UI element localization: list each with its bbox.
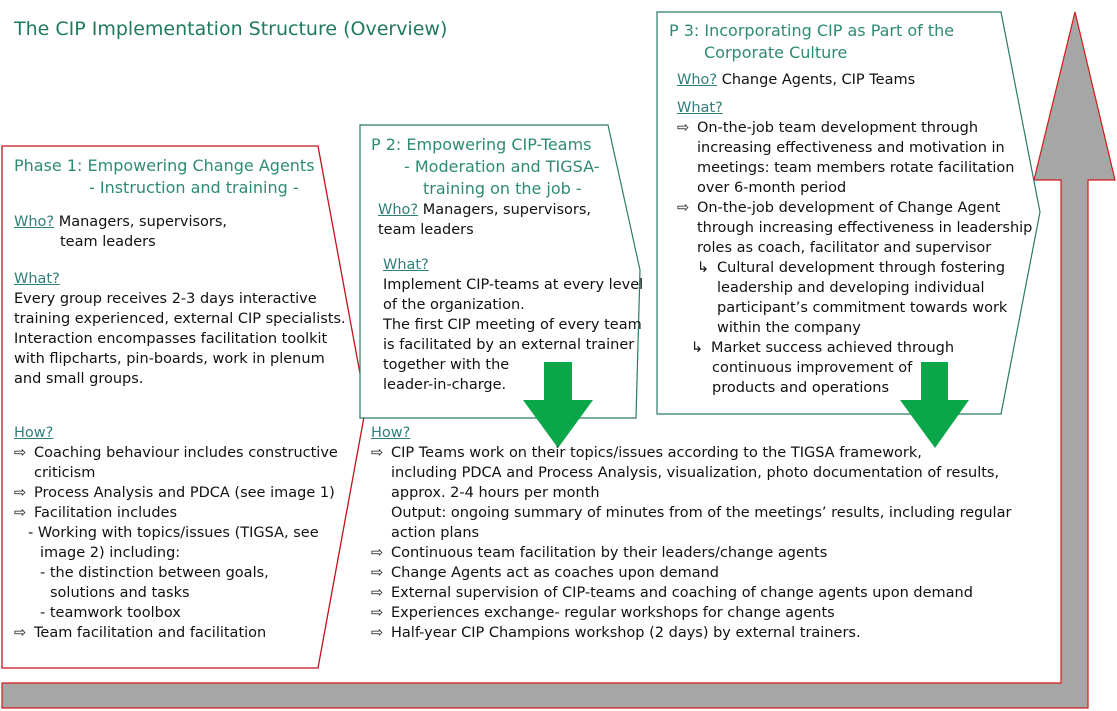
list-item: ⇨ Change Agents act as coaches upon demand xyxy=(371,565,719,581)
phase3-who-text: Change Agents, CIP Teams xyxy=(721,72,916,88)
sub-item: - Working with topics/issues (TIGSA, see xyxy=(28,525,319,541)
list-item-continuation: meetings: team members rotate facilitation xyxy=(697,160,1015,176)
list-item: ↳ Market success achieved through xyxy=(691,340,955,356)
hook-arrow-icon: ↳ xyxy=(697,260,710,276)
page-title: The CIP Implementation Structure (Overview) xyxy=(14,18,448,40)
sub-item-continuation: solutions and tasks xyxy=(50,585,190,601)
phase1-what-line: training experienced, external CIP specialists. xyxy=(14,311,346,327)
list-item-continuation: action plans xyxy=(391,525,480,541)
list-item-continuation: participant’s commitment towards work xyxy=(717,300,1008,316)
phase2-who-label: Who? xyxy=(378,202,419,218)
arrow-icon: ⇨ xyxy=(14,625,27,641)
phase2-title-line3: training on the job - xyxy=(423,179,582,198)
list-item-continuation: Output: ongoing summary of minutes from of the meetings’ results, including regular xyxy=(391,505,1012,521)
list-item-continuation: leadership and developing individual xyxy=(717,280,985,296)
arrow-icon: ⇨ xyxy=(371,565,384,581)
list-item: ⇨ Coaching behaviour includes constructive xyxy=(14,445,338,461)
list-item-continuation: roles as coach, facilitator and supervisor xyxy=(697,240,992,256)
arrow-icon: ⇨ xyxy=(371,585,384,601)
phase3-title-line2: Corporate Culture xyxy=(704,43,848,62)
list-item-continuation: continuous improvement of xyxy=(712,360,913,376)
arrow-icon: ⇨ xyxy=(677,120,690,136)
phase3-title-line1: P 3: Incorporating CIP as Part of the xyxy=(669,21,955,40)
phase1-who-line1: Managers, supervisors, xyxy=(58,214,228,230)
phase2-what-line: leader-in-charge. xyxy=(383,377,507,393)
list-item: ⇨ CIP Teams work on their topics/issues according to the TIGSA framework, xyxy=(371,445,922,461)
phase2-what-text xyxy=(383,275,643,395)
list-item-continuation: products and operations xyxy=(712,380,889,396)
phase2-what-line: is facilitated by an external trainer xyxy=(383,337,635,353)
phase1-how-label: How? xyxy=(14,425,54,441)
phase1-what-line: Every group receives 2-3 days interactive xyxy=(14,291,317,307)
list-item-continuation: within the company xyxy=(717,320,861,336)
arrow-icon: ⇨ xyxy=(14,445,27,461)
phase1-what-line: with flipcharts, pin-boards, work in plenum xyxy=(14,351,325,367)
phase1-what-label: What? xyxy=(14,271,60,287)
how2-label: How? xyxy=(371,425,411,441)
list-item-continuation: including PDCA and Process Analysis, visualization, photo documentation of results, xyxy=(391,465,1000,481)
list-item: ⇨ Continuous team facilitation by their leaders/change agents xyxy=(371,545,828,561)
how2-list xyxy=(371,443,1051,643)
phase2-what-line: together with the xyxy=(383,357,510,373)
phase1-what-line: Interaction encompasses facilitation toolkit xyxy=(14,331,328,347)
phase2-what-line: The first CIP meeting of every team xyxy=(383,317,642,333)
phase2-title-line1: P 2: Empowering CIP-Teams xyxy=(371,135,592,154)
list-item-continuation: through increasing effectiveness in leadership xyxy=(697,220,1033,236)
phase2-title-line2: - Moderation and TIGSA- xyxy=(404,157,600,176)
sub-item: - the distinction between goals, xyxy=(40,565,269,581)
phase1-how-list xyxy=(14,443,354,643)
list-item: ⇨ On-the-job development of Change Agent xyxy=(677,200,1001,216)
phase2-who-line1: Managers, supervisors, xyxy=(422,202,592,218)
arrow-icon: ⇨ xyxy=(14,485,27,501)
phase2-who xyxy=(378,200,591,220)
arrow-icon: ⇨ xyxy=(677,200,690,216)
list-item: ↳ Cultural development through fostering xyxy=(697,260,1006,276)
list-item: ⇨ Team facilitation and facilitation xyxy=(14,625,267,641)
list-item: ⇨ Half-year CIP Champions workshop (2 days) by external trainers. xyxy=(371,625,861,641)
phase1-who-line2: team leaders xyxy=(60,234,156,250)
arrow-icon: ⇨ xyxy=(371,445,384,461)
list-item-continuation: increasing effectiveness and motivation in xyxy=(697,140,1005,156)
phase1-title-line2: - Instruction and training - xyxy=(89,178,299,197)
phase1-who-label: Who? xyxy=(14,214,55,230)
hook-arrow-icon: ↳ xyxy=(691,340,704,356)
phase2-what-label: What? xyxy=(383,257,429,273)
phase3-who xyxy=(677,70,915,90)
list-item: ⇨ External supervision of CIP-teams and coaching of change agents upon demand xyxy=(371,585,973,601)
list-item-continuation: criticism xyxy=(34,465,96,481)
phase1-title-line1: Phase 1: Empowering Change Agents xyxy=(14,156,315,175)
list-item: ⇨ Facilitation includes xyxy=(14,505,177,521)
phase2-what-line: of the organization. xyxy=(383,297,525,313)
list-item: ⇨ On-the-job team development through xyxy=(677,120,979,136)
list-item-continuation: over 6-month period xyxy=(697,180,847,196)
phase1-who xyxy=(14,212,227,232)
phase2-what-line: Implement CIP-teams at every level xyxy=(383,277,644,293)
phase1-what-text xyxy=(14,289,346,389)
arrow-icon: ⇨ xyxy=(14,505,27,521)
sub-item: - teamwork toolbox xyxy=(40,605,181,621)
arrow-icon: ⇨ xyxy=(371,625,384,641)
phase1-what-line: and small groups. xyxy=(14,371,144,387)
phase3-who-label: Who? xyxy=(677,72,718,88)
phase2-who-line2: team leaders xyxy=(378,222,474,238)
phase3-what-list xyxy=(677,118,1037,398)
arrow-icon: ⇨ xyxy=(371,545,384,561)
phase3-what-label: What? xyxy=(677,100,723,116)
list-item: ⇨ Experiences exchange- regular workshops for change agents xyxy=(371,605,835,621)
arrow-icon: ⇨ xyxy=(371,605,384,621)
list-item: ⇨ Process Analysis and PDCA (see image 1) xyxy=(14,485,335,501)
list-item-continuation: approx. 2-4 hours per month xyxy=(391,485,600,501)
sub-item-continuation: image 2) including: xyxy=(40,545,181,561)
